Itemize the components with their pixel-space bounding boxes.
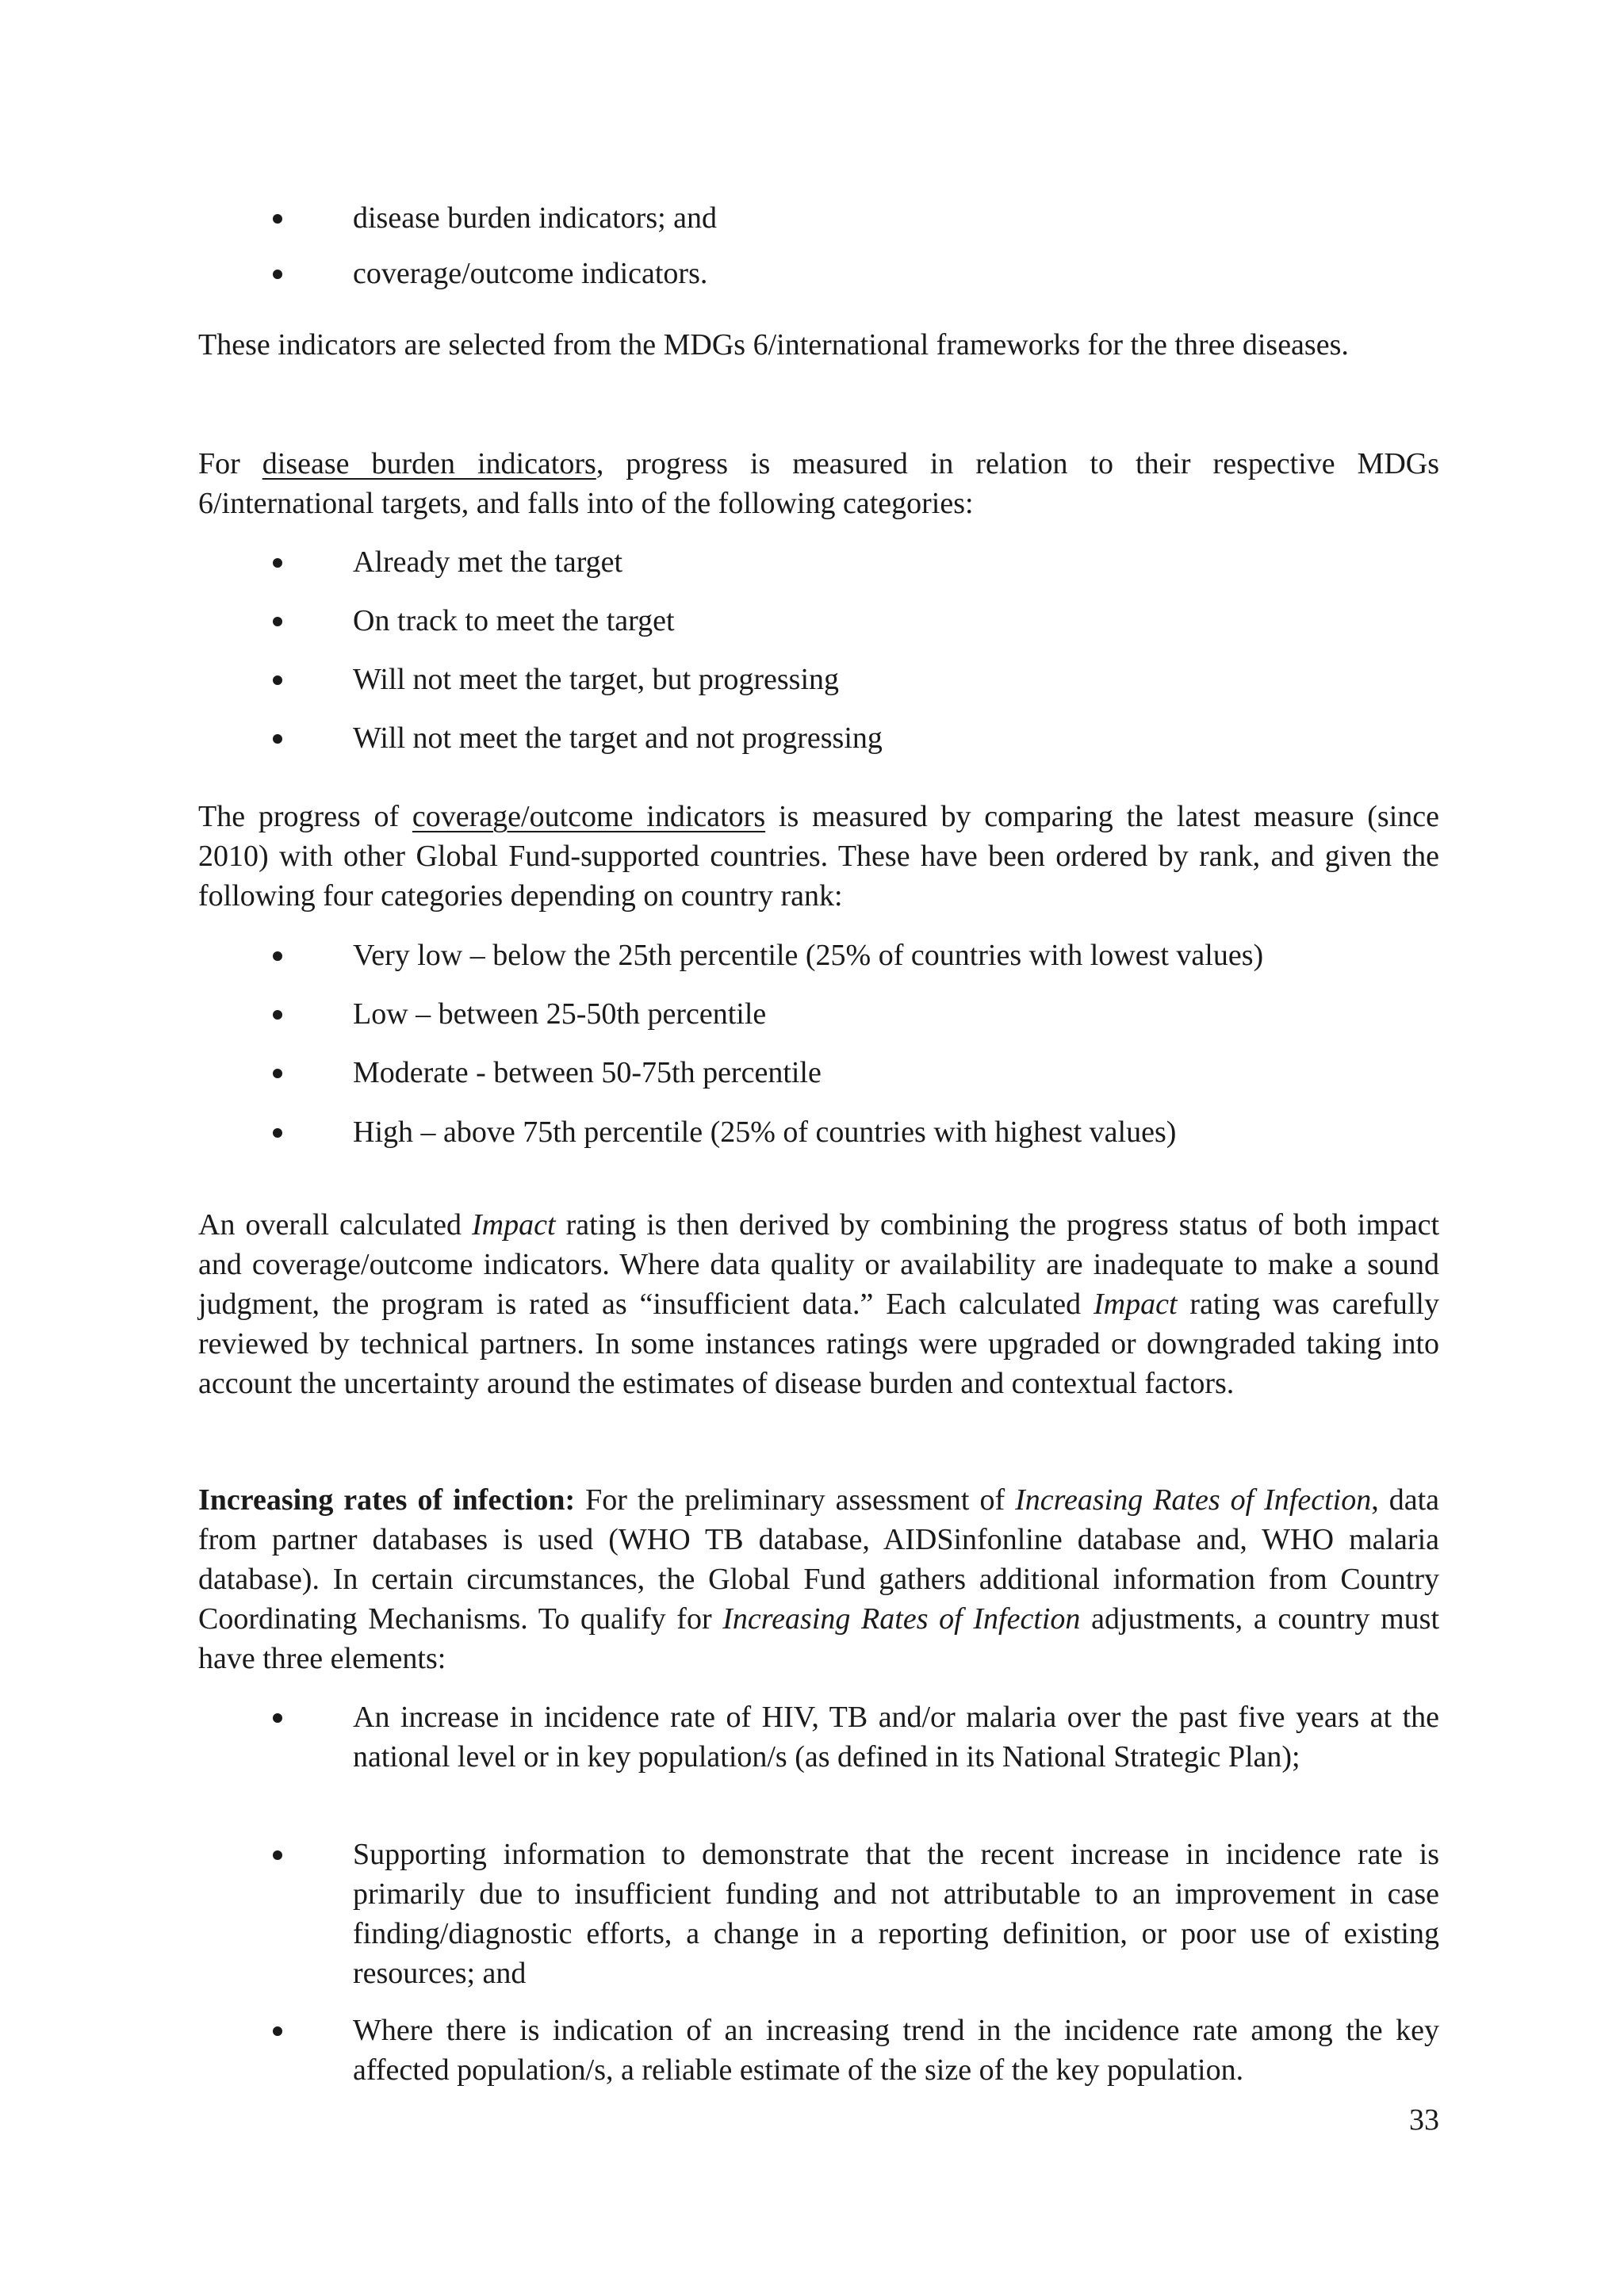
section-heading: Increasing rates of infection: — [198, 1483, 576, 1517]
paragraph-indicators-source: These indicators are selected from the MDGs 6/international frameworks for the three diseases. — [198, 328, 1349, 362]
document-page: disease burden indicators; and coverage/outcome indicators. These indicators are selected from the MDGs 6/international frameworks for the three diseases. For disease burden indicators, progress is measured in relation to their respective MDGs 6/international targets, and falls into of the following categories: Already met the target On track to meet the target Will not meet the target, but progressing Will not meet the target and not progressing The progress of coverage/outcome indicators is measured by comparing the latest measure (since 2010) with other Global Fund-supported countries. These have been ordered by rank, and given the following four categories depending on country rank: Very low – below the 25th percentile (25% of countries with lowest values) Low – between 25-50th percentile Moderate - between 50-75th percentile High – above 75th percentile (25% of countries with highest values) An overall calculated Impact rating is then derived by combining the progress status of both impact and coverage/outcome indicators. Where data quality or availability are inadequate to make a sound judgment, the program is rated as “insufficient data.” Each calculated Impact rating was carefully reviewed by technical partners. In some instances ratings were upgraded or downgraded taking into account the uncertainty around the estimates of disease burden and contextual factors. Increasing rates of infection: For the preliminary assessment of Increasing Rates of Infection, data from partner databases is used (WHO TB database, AIDSinfonline database and, WHO malaria database). In certain circumstances, the Global Fund gathers additional information from Country Coordinating Mechanisms. To qualify for Increasing Rates of Infection adjustments, a country must have three elements: An increase in incidence rate of HIV, TB and/or malaria over the past five years at the national level or in key population/s (as defined in its National Strategic Plan); Supporting information to demonstrate that the recent increase in incidence rate is primarily due to insufficient funding and not attributable to an improvement in case finding/diagnostic efforts, a change in a reporting definition, or poor use of existing resources; and Where there is indication of an increasing trend in the incidence rate among the key affected population/s, a reliable estimate of the size of the key population. 33 — [0, 0, 1624, 2296]
term-disease-burden-indicators: disease burden indicators — [262, 447, 596, 480]
paragraph-impact-rating: An overall calculated Impact rating is then derived by combining the progress status of both impact and coverage/outcome indicators. Where data quality or availability are inadequate to make a sound judgment, the program is rated as “insufficient data.” Each calculated Impact rating was carefully reviewed by technical partners. In some instances ratings were upgraded or downgraded taking into account the uncertainty around the estimates of disease burden and contextual factors. — [198, 1208, 1439, 1400]
paragraph-coverage-outcome: The progress of coverage/outcome indicators is measured by comparing the latest measure (since 2010) with other Global Fund-supported countries. These have been ordered by rank, and given the following four categories depending on country rank: — [198, 800, 1439, 913]
term-coverage-outcome-indicators: coverage/outcome indicators — [412, 800, 766, 833]
page-number: 33 — [1409, 2103, 1439, 2137]
paragraph-disease-burden: For disease burden indicators, progress is measured in relation to their respective MDGs 6/international targets, and falls into of the following categories: — [198, 447, 1439, 520]
paragraph-increasing-rates: Increasing rates of infection: For the preliminary assessment of Increasing Rates of Infection, data from partner databases is used (WHO TB database, AIDSinfonline database and, WHO malaria database). In certain circumstances, the Global Fund gathers additional information from Country Coordinating Mechanisms. To qualify for Increasing Rates of Infection adjustments, a country must have three elements: — [198, 1483, 1439, 1675]
